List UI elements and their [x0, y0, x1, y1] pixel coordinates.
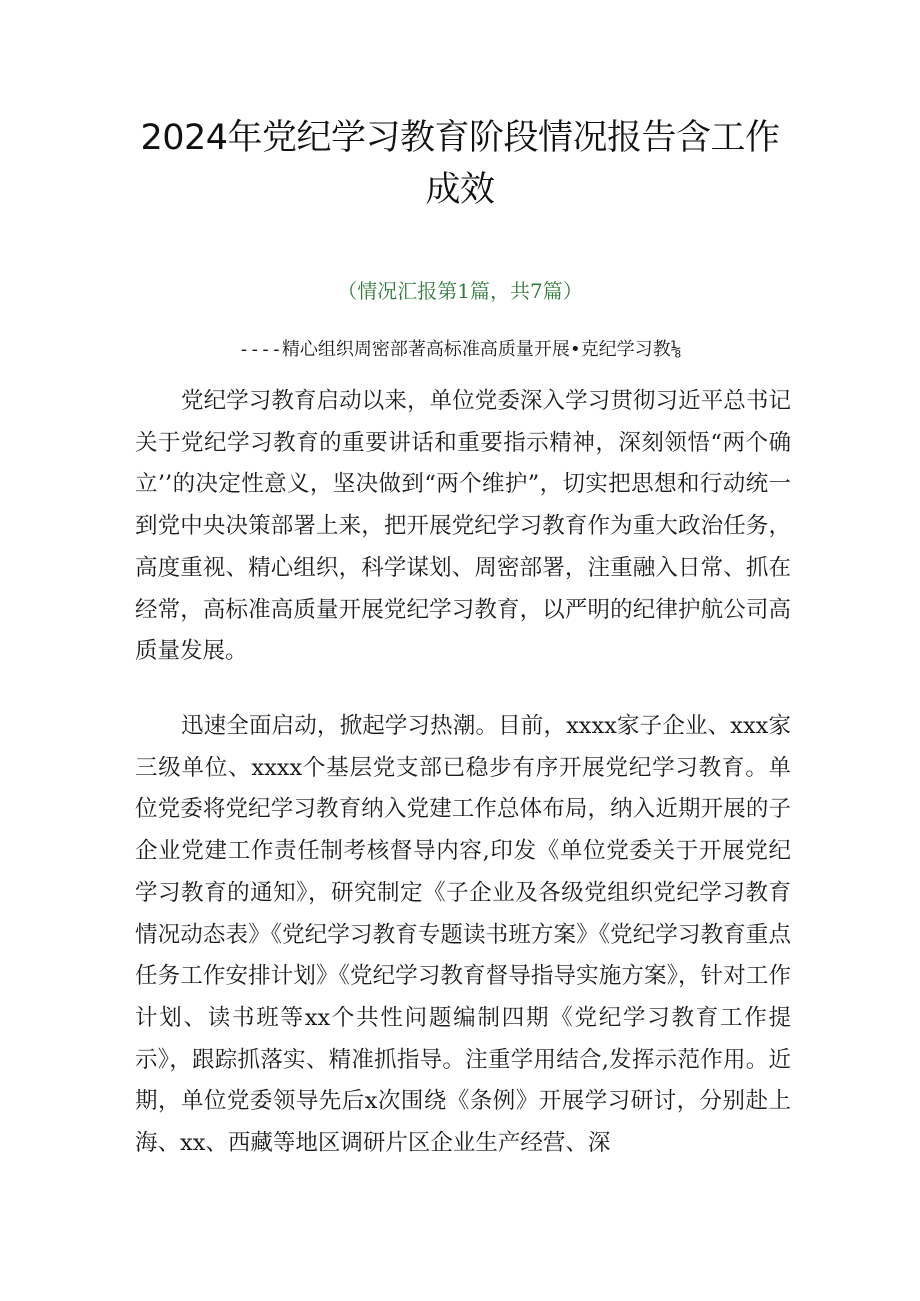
title-line-2: 成效: [425, 170, 495, 210]
document-tagline: ----精心组织周密部著高标准高质量开展•克纪学习教⅛: [238, 339, 682, 360]
paragraph-1: 党纪学习教育启动以来，单位党委深入学习贯彻习近平总书记关于党纪学习教育的重要讲话和重要指示精神，深刻领悟“两个确立’’的决定性意义，坚决做到“两个维护”，切实把思想和行动统一到党中央决策部署上来，把开展党纪学习教育作为重大政治任务，高度重视、精心组织，科学谋划、周密部署，注重融入日常、抓在经常，高标准高质量开展党纪学习教育，以严明的纪律护航公司高质量发展。: [135, 388, 791, 665]
document-title: [120, 112, 800, 216]
paragraph-2: 迅速全面启动，掀起学习热潮。目前，xxxx家子企业、xxx家三级单位、xxxx个基层党支部已稳步有序开展党纪学习教育。单位党委将党纪学习教育纳入党建工作总体布局，纳入近期开展的子企业党建工作责任制考核督导内容,印发《单位党委关于开展党纪学习教育的通知》，研究制定《子企业及各级党组织党纪学习教育情况动态表》《党纪学习教育专题读书班方案》《党纪学习教育重点任务工作安排计划》《党纪学习教育督导指导实施方案》，针对工作计划、读书班等xx个共性问题编制四期《党纪学习教育工作提示》，跟踪抓落实、精准抓指导。注重学用结合,发挥示范作用。近期，单位党委领导先后x次围绕《条例》开展学习研讨，分别赴上海、xx、西藏等地区调研片区企业生产经营、深: [135, 713, 791, 1157]
title-line-1: 2024年党纪学习教育阶段情况报告含工作: [140, 118, 780, 158]
document-subtitle: （情况汇报第1篇，共7篇）: [337, 279, 583, 303]
